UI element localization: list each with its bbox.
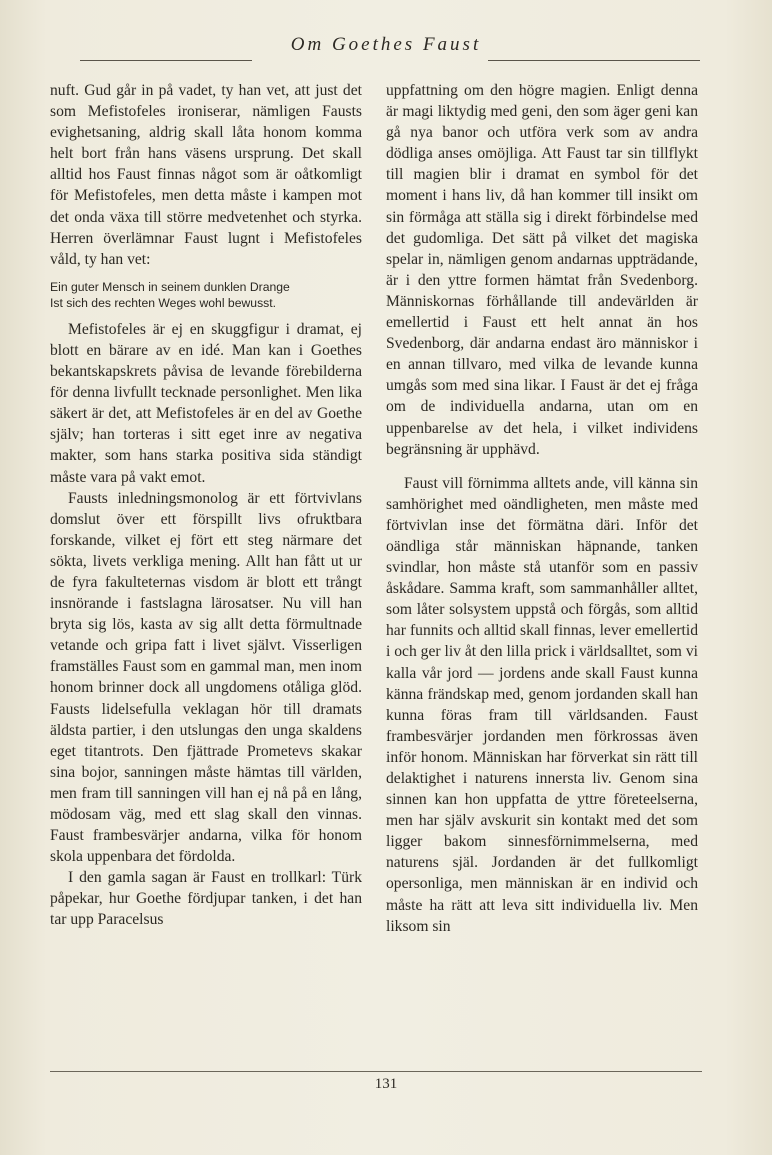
left-paragraph-2: Mefistofeles är ej en skuggfigur i dramat, ej blott en bärare av en idé. Man kan i Goethes bekantskapskrets påvisa de levande förebilderna för denna livfullt tecknade personlighet. Men lika säkert är det, att Mefistofeles är en del av Goethe själv; han torteras i sitt eget inre av negativa makter, som hans starka positiva sida ständigt måste vara på vakt emot. xyxy=(50,320,362,486)
quote-line-2: Ist sich des rechten Weges wohl bewusst. xyxy=(50,295,277,310)
left-paragraph-4: I den gamla sagan är Faust en trollkarl: Türk påpekar, hur Goethe fördjupar tanken, i det han tar upp Paracelsus xyxy=(50,869,362,929)
page-number: 131 xyxy=(374,1076,398,1092)
right-paragraph-1: uppfattning om den högre magien. Enligt denna är magi liktydig med geni, den som äger geni kan gå nya banor och utföra verk som av andra dödliga anses omöjliga. Att Faust tar sin tillflykt till magien blir i dramat en symbol för det moment i hans liv, då han kommer till insikt om sin förmåga att ställa sig i direkt förbindelse med det gudomliga. Det sätt på vilket det magiska spelar in, nämligen genom andarnas uppträdande, är i den yttre formen hämtat från Svedenborg. Människornas förhållande till andevärlden är emellertid i Faust ett helt annat än hos Svedenborg, där andarna endast äro människor i en annan tillvaro, med vilka de levande kunna umgås som med sina likar. I Faust är det ej fråga om de individuella andarna, utan om en uppenbarelse av det hela, i vilket individens begränsning är upphävd. xyxy=(386,82,698,458)
header-rule-right xyxy=(488,60,700,61)
right-column xyxy=(386,80,698,937)
quote-line-1: Ein guter Mensch in seinem dunklen Drange xyxy=(50,279,290,294)
left-paragraph-3: Fausts inledningsmonolog är ett förtvivlans domslut över ett förspillt livs ofruktbara forskande, vilket ej fört ett steg närmare det sökta, livets verkliga mening. Allt han fått ut ur de fyra fakulteternas visdom är blott ett trångt insnörande i fastslagna lärosatser. Nu vill han bryta sig lös, kasta av sig allt detta förmultnade vetande och gripa fatt i livet självt. Visserligen framställes Faust som en gammal man, men inom honom brinner dock all ungdomens otåliga glöd. Fausts lidelsefulla veklagan hör till dramats äldsta partier, i den utslungas den unga skaldens eget titantrots. Den fjättrade Prometevs skakar sina bojor, sanningen måste hämtas till världen, men fram till sanningen vill han ej nå på en lång, mödosam väg, med ett slag skall den vinnas. Faust frambesvärjer andarna, vilka för honom skola uppenbara det fördolda. xyxy=(50,489,362,866)
left-paragraph-1: nuft. Gud går in på vadet, ty han vet, att just det som Mefistofeles ironiserar, nämligen Fausts evighetsaning, aldrig skall låta honom komma helt bort från hans väsens ursprung. Det skall alltid hos Faust finnas något som är oåtkomligt för Mefistofeles, men detta måste i kampen mot det onda växa till större medvetenhet och styrka. Herren överlämnar Faust lugnt i Mefistofeles våld, ty han vet: xyxy=(50,82,362,268)
left-column xyxy=(50,80,362,931)
running-head: Om Goethes Faust xyxy=(290,34,482,55)
footer-rule xyxy=(50,1071,702,1072)
right-paragraph-2: Faust vill förnimma alltets ande, vill känna sin samhörighet med oändligheten, men måste med förtvivlan inse det förmätna däri. Inför det oändliga står människan häpnande, tanken svindlar, hon måste stå utanför som en passiv åskådare. Samma kraft, som sammanhåller alltet, som låter solsystem uppstå och förgås, som alltid har funnits och alltid skall finnas, lever emellertid i och ger liv åt den lilla prick i världsalltet, som vi kalla vår jord — jordens ande skall Faust kunna känna frändskap med, genom jordanden skall han kunna föras fram till världsanden. Faust frambesvärjer jordanden men förkrossas även inför honom. Människan har förverkat sin rätt till delaktighet i naturens innersta liv. Genom sina sinnen kan hon uppfatta de yttre företeelserna, men har själv avskurit sin kontakt med det som ligger bakom sinnesförnimmelserna, med naturens själ. Jordanden är det fullkomligt opersonliga, men människan är en individ och måste ha rätt att leva sitt individuella liv. Men liksom sin xyxy=(386,474,698,935)
german-quote xyxy=(50,279,362,311)
header-rule-left xyxy=(80,60,252,61)
